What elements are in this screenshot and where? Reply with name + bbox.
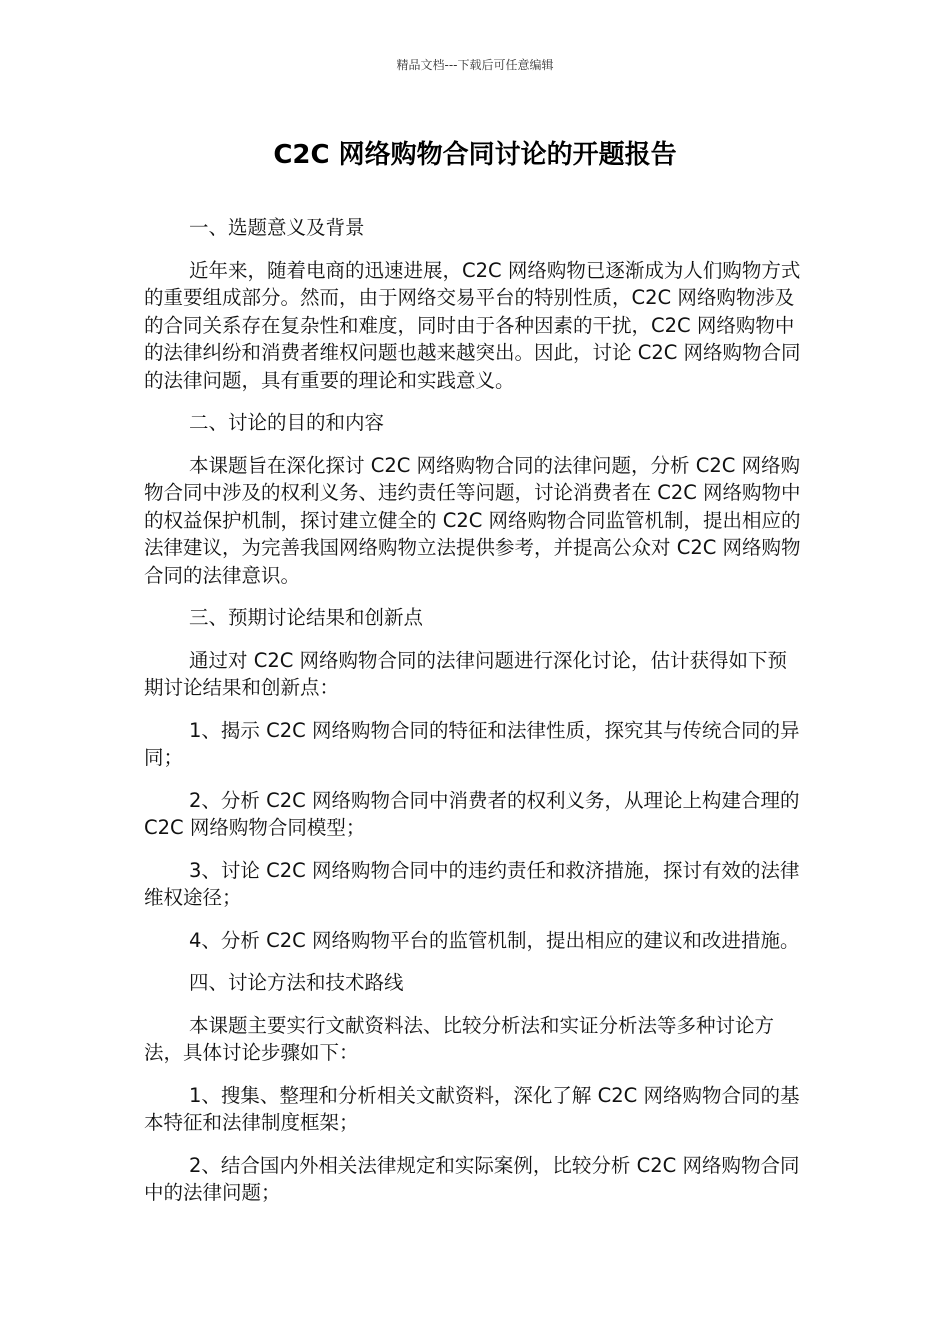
section-heading-2: 二、讨论的目的和内容 (189, 411, 385, 434)
section-heading-3: 三、预期讨论结果和创新点 (189, 606, 424, 629)
paragraph: 通过对 C2C 网络购物合同的法律问题进行深化讨论，估计获得如下预期讨论结果和创新点： (144, 648, 788, 699)
list-item: 1、揭示 C2C 网络购物合同的特征和法律性质，探究其与传统合同的异同； (144, 718, 800, 769)
section-heading-1: 一、选题意义及背景 (189, 216, 365, 239)
paragraph: 近年来，随着电商的迅速进展，C2C 网络购物已逐渐成为人们购物方式的重要组成部分。然而，由于网络交易平台的特别性质，C2C 网络购物涉及的合同关系存在复杂性和难度，同时由于各种因素的干扰，C2C 网络购物中的法律纠纷和消费者维权问题也越来越突出。因此，讨论 C2C 网络购物合同的法律问题，具有重要的理论和实践意义。 (144, 258, 801, 392)
paragraph: 本课题旨在深化探讨 C2C 网络购物合同的法律问题，分析 C2C 网络购物合同中涉及的权利义务、违约责任等问题，讨论消费者在 C2C 网络购物中的权益保护机制，探讨建立健全的 C2C 网络购物合同监管机制，提出相应的法律建议，为完善我国网络购物立法提供参考，并提高公众对 C2C 网络购物合同的法律意识。 (144, 453, 801, 587)
list-item: 3、讨论 C2C 网络购物合同中的违约责任和救济措施，探讨有效的法律维权途径； (144, 858, 800, 909)
paragraph: 本课题主要实行文献资料法、比较分析法和实证分析法等多种讨论方法，具体讨论步骤如下： (144, 1013, 775, 1064)
list-item: 1、搜集、整理和分析相关文献资料，深化了解 C2C 网络购物合同的基本特征和法律制度框架； (144, 1083, 800, 1134)
list-item: 4、分析 C2C 网络购物平台的监管机制，提出相应的建议和改进措施。 (189, 928, 800, 952)
list-item: 2、分析 C2C 网络购物合同中消费者的权利义务，从理论上构建合理的 C2C 网络购物合同模型； (144, 788, 800, 839)
page-header-note: 精品文档---下载后可任意编辑 (396, 58, 554, 72)
document-title: C2C 网络购物合同讨论的开题报告 (273, 140, 677, 170)
list-item: 2、结合国内外相关法律规定和实际案例，比较分析 C2C 网络购物合同中的法律问题； (144, 1153, 800, 1204)
document-body (144, 214, 806, 1222)
section-heading-4: 四、讨论方法和技术路线 (189, 971, 404, 994)
